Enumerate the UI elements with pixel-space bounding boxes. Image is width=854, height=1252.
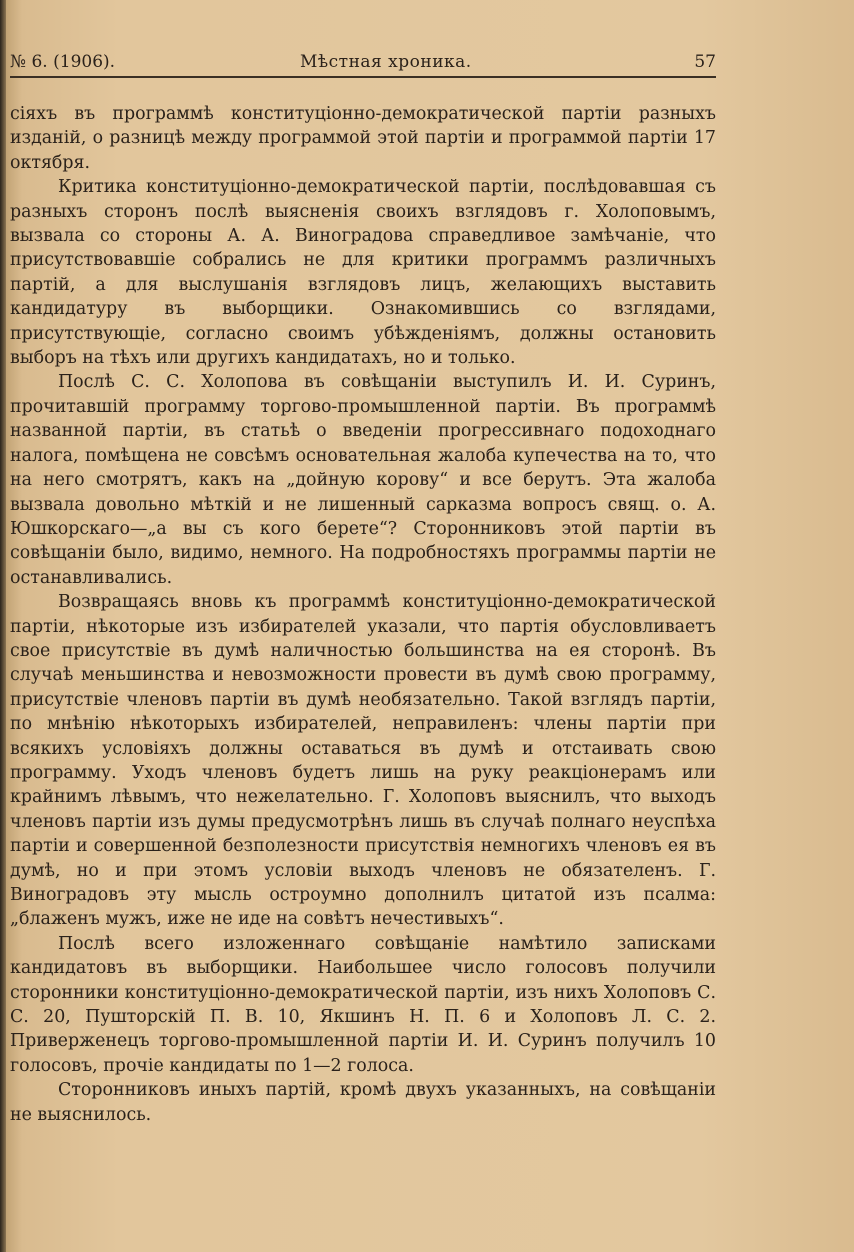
paragraph-return: Возвращаясь вновь къ программѣ конституціонно-демократической партіи, нѣкоторые изъ избирателей указали, что партія обусловливаетъ свое присутствіе въ думѣ наличностью большинства на ея сторонѣ. Въ случаѣ меньшинства и невозможности провести въ думѣ свою программу, присутствіе членовъ партіи въ думѣ необязательно. Такой взглядъ партіи, по мнѣнію нѣкоторыхъ избирателей, неправиленъ: члены партіи при всякихъ условіяхъ должны оставаться въ думѣ и отстаивать свою программу. Уходъ членовъ будетъ лишь на руку реакціонерамъ или крайнимъ лѣвымъ, что нежелательно. Г. Холоповъ выяснилъ, что выходъ членовъ партіи изъ думы предусмотрѣнъ лишь въ случаѣ полнаго неуспѣха партіи и совершенной безполезности присутствія немногихъ членовъ ея въ думѣ, но и при этомъ условіи выходъ членовъ не обязателенъ. Г. Виноградовъ эту мысль остроумно дополнилъ цитатой изъ псалма: „блаженъ мужъ, иже не иде на совѣтъ нечестивыхъ“. — [10, 592, 716, 930]
paragraph-votes: Послѣ всего изложеннаго совѣщаніе намѣтило записками кандидатовъ въ выборщики. Наибольшее число голосовъ получили сторонники конституціонно-демократической партіи, изъ нихъ Холоповъ С. С. 20, Пушторскій П. В. 10, Якшинъ Н. П. 6 и Холоповъ Л. С. 2. Приверженецъ торгово-промышленной партіи И. И. Суринъ получилъ 10 голосовъ, прочіе кандидаты по 1—2 голоса. — [10, 933, 716, 1076]
header-rule — [10, 76, 716, 78]
page-binding-edge — [0, 0, 6, 1252]
paragraph-closing: Сторонниковъ иныхъ партій, кромѣ двухъ указанныхъ, на совѣщаніи не выяснилось. — [10, 1080, 716, 1125]
article-body — [10, 102, 716, 1127]
page-number: 57 — [694, 52, 716, 72]
issue-label: № 6. (1906). — [10, 52, 116, 72]
section-title: Мѣстная хроника. — [300, 52, 472, 72]
paragraph-surin: Послѣ С. С. Холопова въ совѣщаніи выступилъ И. И. Суринъ, прочитавшій программу торгово-промышленной партіи. Въ программѣ названной партіи, въ статьѣ о введеніи прогрессивнаго подоходнаго налога, помѣщена не совсѣмъ основательная жалоба купечества на то, что на него смотрятъ, какъ на „дойную корову“ и все берутъ. Эта жалоба вызвала довольно мѣткій и не лишенный сарказма вопросъ свящ. о. А. Юшкорскаго—„а вы съ кого берете“? Сторонниковъ этой партіи въ совѣщаніи было, видимо, немного. На подробностяхъ программы партіи не останавливались. — [10, 372, 716, 588]
paragraph-continuation: сіяхъ въ программѣ конституціонно-демократической партіи разныхъ изданій, о разницѣ между программой этой партіи и программой партіи 17 октября. — [10, 104, 716, 173]
paragraph-criticism: Критика конституціонно-демократической партіи, послѣдовавшая съ разныхъ сторонъ послѣ выясненія своихъ взглядовъ г. Холоповымъ, вызвала со стороны А. А. Виноградова справедливое замѣчаніе, что присутствовавшіе собрались не для критики программъ различныхъ партій, а для выслушанія взглядовъ лицъ, желающихъ выставить кандидатуру въ выборщики. Ознакомившись со взглядами, присутствующіе, согласно своимъ убѣжденіямъ, должны остановить выборъ на тѣхъ или другихъ кандидатахъ, но и только. — [10, 177, 716, 369]
running-header — [10, 52, 716, 78]
